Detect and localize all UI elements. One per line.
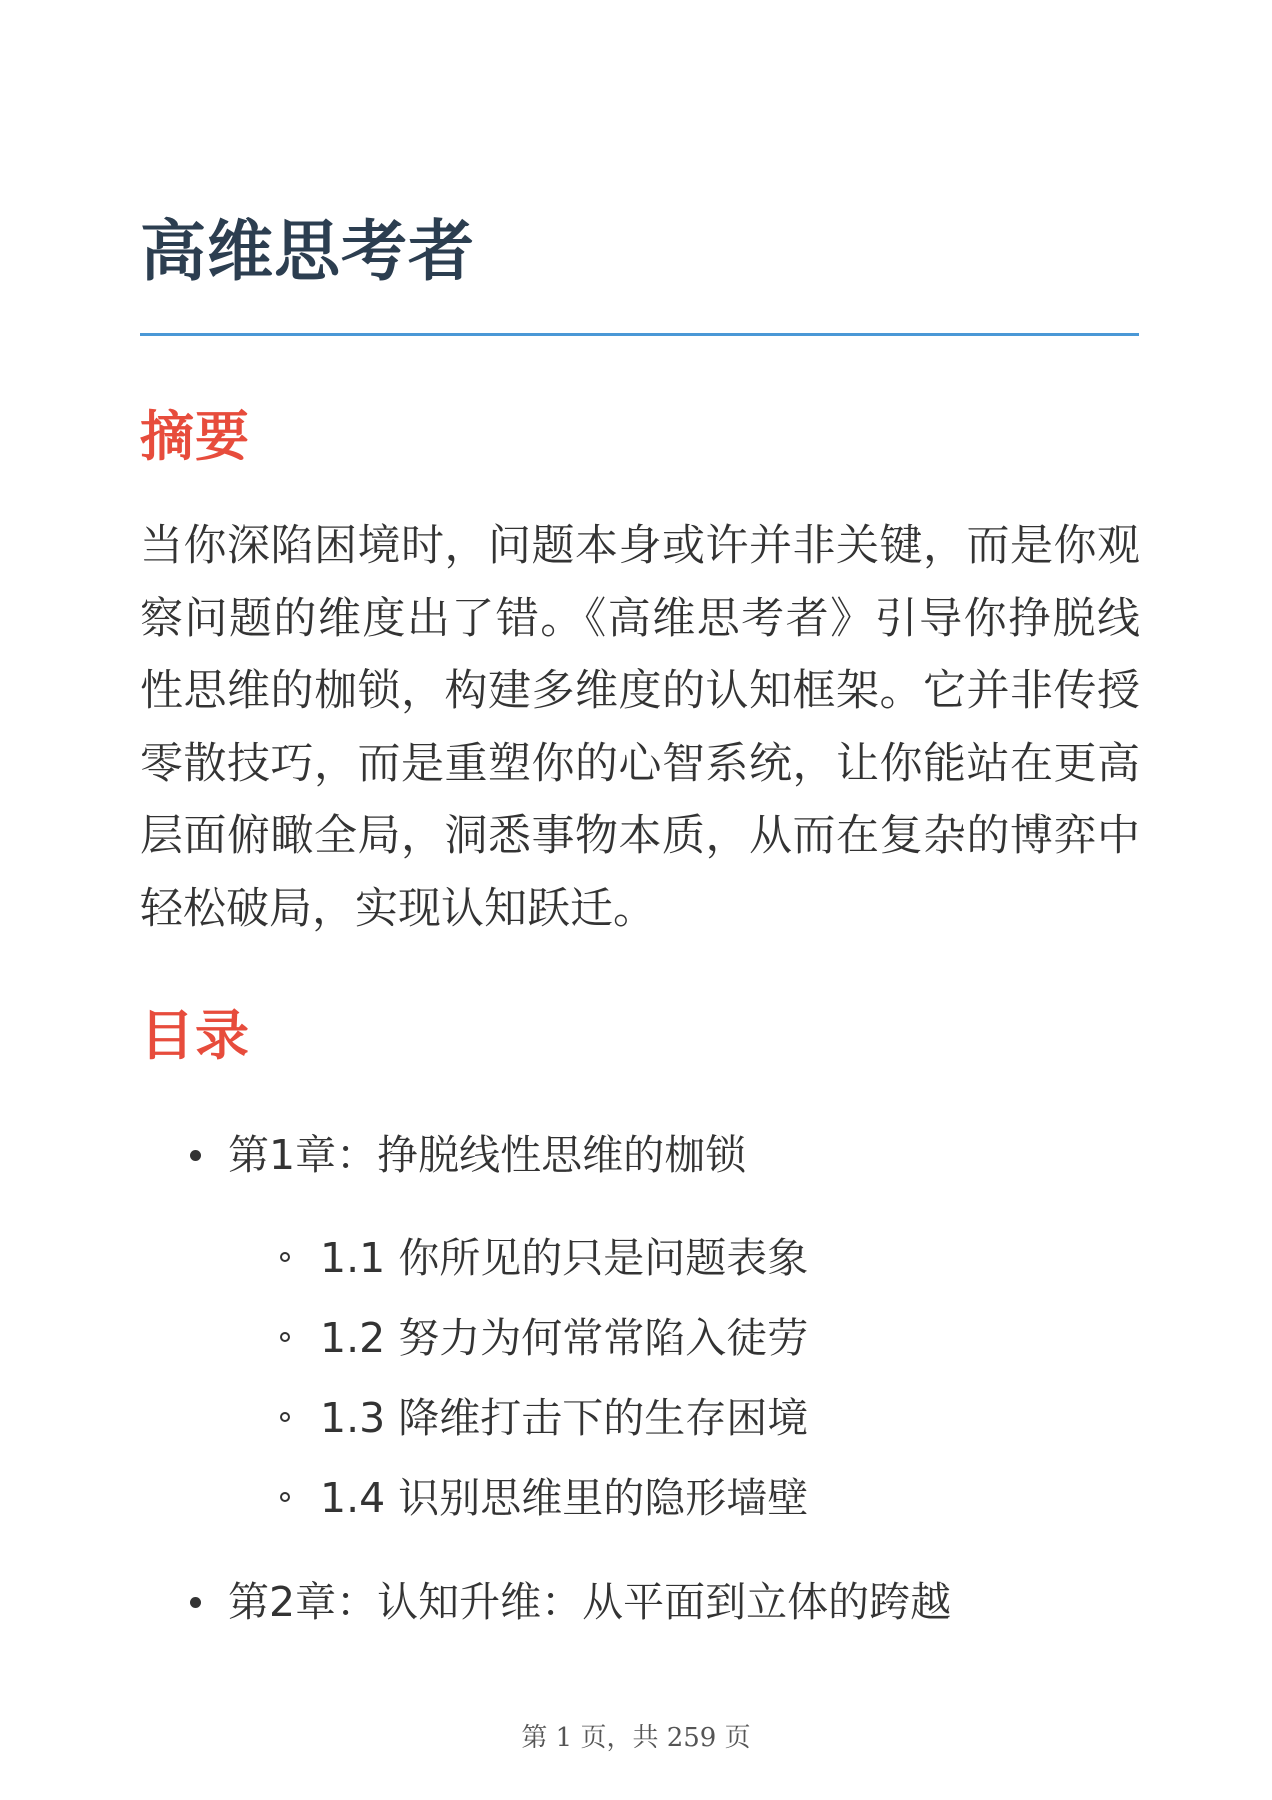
document-title: 高维思考者 [140, 213, 475, 290]
toc-chapter-label: 第1章：挣脱线性思维的枷锁 [228, 1131, 747, 1179]
bullet-circle-icon [280, 1252, 290, 1262]
abstract-heading: 摘要 [140, 405, 250, 468]
toc-chapter-label: 第2章：认知升维：从平面到立体的跨越 [228, 1578, 952, 1626]
bullet-circle-icon [280, 1332, 290, 1342]
abstract-text: 当你深陷困境时，问题本身或许并非关键，而是你观察问题的维度出了错。《高维思考者》引导你挣脱线性思维的枷锁，构建多维度的认知框架。它并非传授零散技巧，而是重塑你的心智系统，让你能站在更高层面俯瞰全局，洞悉事物本质，从而在复杂的博弈中轻松破局，实现认知跃迁。 [140, 521, 1140, 934]
title-divider [140, 333, 1139, 336]
toc-section-label: 1.2 努力为何常常陷入徒劳 [320, 1314, 809, 1362]
bullet-dot-icon [190, 1597, 201, 1608]
toc-section-label: 1.3 降维打击下的生存困境 [320, 1394, 809, 1442]
bullet-circle-icon [280, 1492, 290, 1502]
toc-heading: 目录 [140, 1004, 250, 1067]
bullet-dot-icon [190, 1150, 201, 1161]
toc-section-label: 1.1 你所见的只是问题表象 [320, 1234, 809, 1282]
document-page [140, 0, 1140, 1800]
toc-section-label: 1.4 识别思维里的隐形墙壁 [320, 1474, 809, 1522]
bullet-circle-icon [280, 1412, 290, 1422]
page-number-footer: 第 1 页，共 259 页 [521, 1723, 751, 1753]
